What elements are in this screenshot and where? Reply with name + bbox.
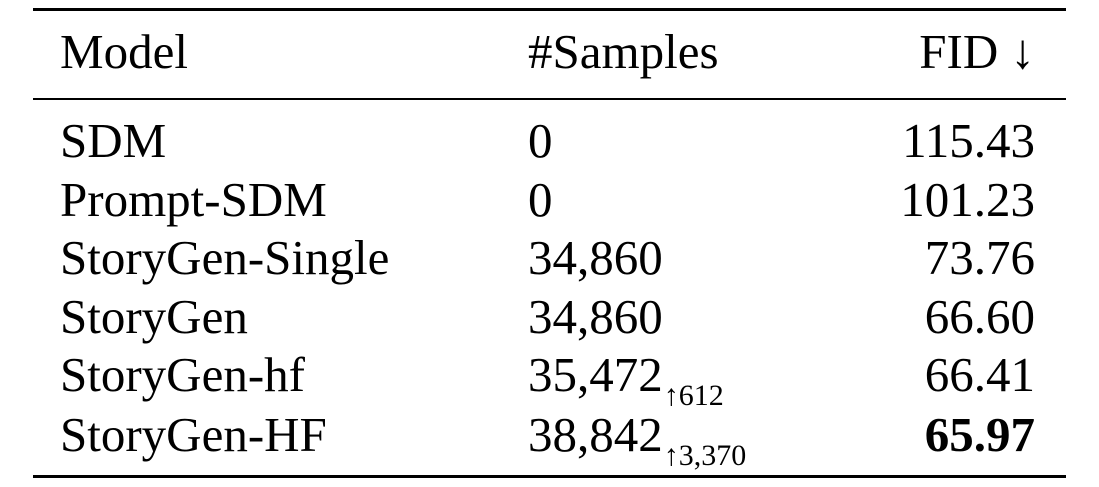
row-fid: 101.23 xyxy=(900,172,1035,227)
row-fid: 73.76 xyxy=(924,230,1035,285)
row-model: StoryGen xyxy=(60,289,248,344)
row-model: StoryGen-HF xyxy=(60,407,327,462)
samples-value: 35,472 xyxy=(528,347,663,402)
samples-value: 0 xyxy=(528,113,553,168)
row-samples xyxy=(528,113,553,168)
samples-value: 34,860 xyxy=(528,289,663,344)
top-rule xyxy=(33,8,1066,11)
samples-delta: ↑612 xyxy=(663,379,724,412)
bottom-rule xyxy=(33,475,1066,478)
row-samples xyxy=(528,172,553,227)
row-samples xyxy=(528,289,663,344)
row-model: SDM xyxy=(60,113,167,168)
row-samples xyxy=(528,347,724,412)
results-table xyxy=(33,0,1066,487)
row-samples xyxy=(528,230,663,285)
samples-value: 0 xyxy=(528,172,553,227)
row-fid: 115.43 xyxy=(902,113,1035,168)
samples-delta: ↑3,370 xyxy=(663,439,747,472)
header-samples: #Samples xyxy=(528,24,719,79)
row-model: StoryGen-Single xyxy=(60,230,390,285)
row-samples xyxy=(528,407,747,472)
samples-value: 38,842 xyxy=(528,407,663,462)
row-fid: 66.60 xyxy=(924,289,1035,344)
header-fid: FID ↓ xyxy=(919,24,1035,79)
header-rule xyxy=(33,98,1066,100)
samples-value: 34,860 xyxy=(528,230,663,285)
row-fid: 66.41 xyxy=(924,347,1035,402)
row-model: Prompt-SDM xyxy=(60,172,327,227)
row-model: StoryGen-hf xyxy=(60,347,305,402)
header-model: Model xyxy=(60,24,188,79)
row-fid-best: 65.97 xyxy=(924,407,1035,462)
